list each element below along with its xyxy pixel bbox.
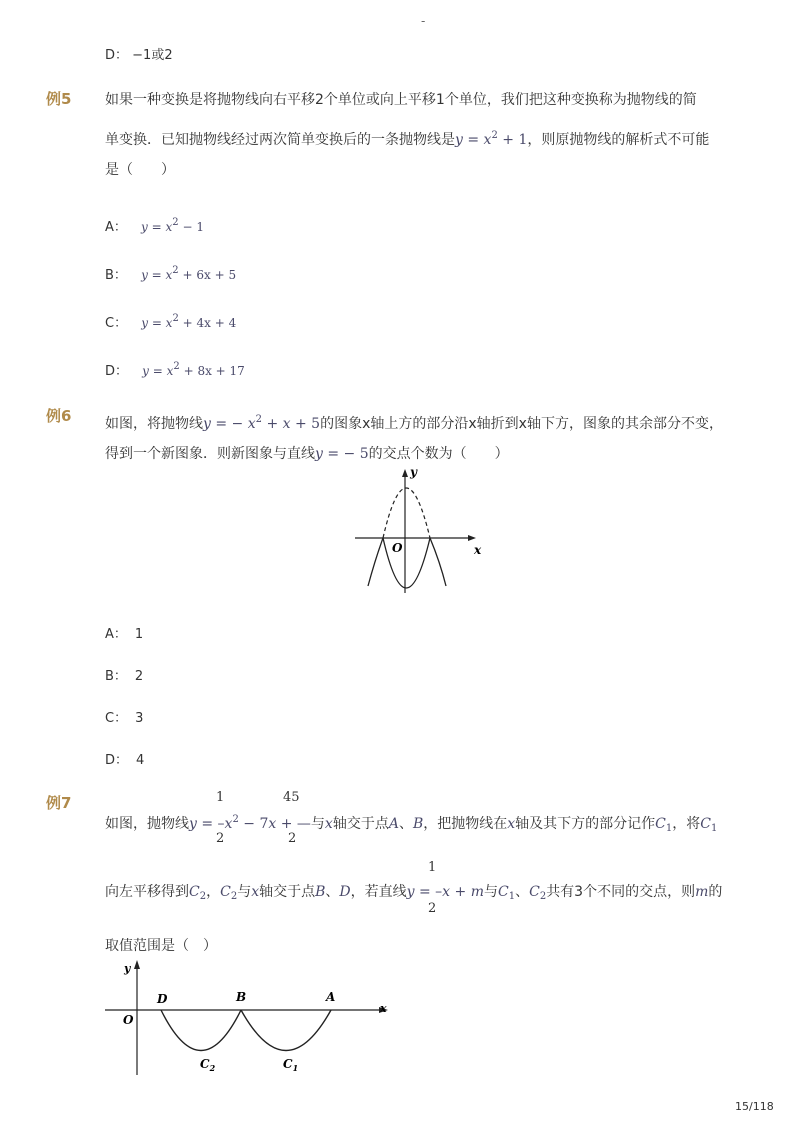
x-label: x	[474, 543, 482, 557]
example-5-label: 例5	[46, 90, 72, 108]
ex6-figure	[350, 462, 490, 597]
ex6-equation: y = − $x^2 + x + 5$	[203, 414, 321, 432]
ex7-line3: 取值范围是（ ）	[105, 938, 217, 954]
point-a-label: A	[326, 990, 336, 1004]
ex6-line1: 如图，将抛物线y = − $x^2 + x + 5$的图象x轴上方的部分沿x轴折到x轴下方，图象的其余部分不变，	[105, 414, 723, 432]
y-label: y	[410, 465, 417, 479]
origin-label: O	[392, 541, 403, 555]
c1-label: $C_1$	[283, 1057, 299, 1073]
left-branch	[368, 538, 383, 586]
point-b-label: B	[236, 990, 247, 1004]
page-number: 15/118	[735, 1100, 774, 1113]
ex5-option-b[interactable]: B： $y = x^2 + 6x + 5$	[105, 265, 237, 283]
ex5-option-c[interactable]: C： $y = x^2 + 4x + 4$	[105, 313, 237, 331]
ex5-line2: 单变换．已知抛物线经过两次简单变换后的一条抛物线是$y = x^2 + 1$，则原抛物线的解析式不可能	[105, 130, 710, 148]
ex6-option-c[interactable]: C： 3	[105, 711, 144, 726]
prev-option-d	[105, 44, 173, 63]
dashed-arch	[383, 488, 430, 538]
ex5-option-d[interactable]: D： $y = x^2 + 8x + 17$	[105, 361, 245, 379]
ex7-line2: 向左平移得到$C_2$，$C_2$与x轴交于点B、D，若直线y = –x + m与$C_1$、$C_2$共有3个不同的交点，则m的	[105, 884, 723, 902]
y-label: y	[124, 962, 131, 975]
curve-c1	[241, 1010, 331, 1051]
frac1-numerator: 1	[216, 790, 225, 805]
ex5-option-a[interactable]: A： $y = x^2 - 1$	[105, 217, 204, 235]
ex6-option-d[interactable]: D： 4	[105, 753, 145, 768]
frac3-denominator: 2	[428, 901, 437, 916]
ex6-line2: 得到一个新图象．则新图象与直线y = − 5的交点个数为（ ）	[105, 446, 509, 462]
ex7-line-equation: y = –x + m	[406, 884, 484, 900]
frac3-numerator: 1	[428, 860, 437, 875]
ex6-option-a[interactable]: A： 1	[105, 627, 144, 642]
example-7-label: 例7	[46, 794, 72, 812]
ex5-equation: $y = x^2 + 1$	[455, 130, 528, 148]
ex5-line1: 如果一种变换是将抛物线向右平移2个单位或向上平移1个单位，我们把这种变换称为抛物线的简	[105, 92, 697, 108]
x-label: x	[380, 1002, 387, 1015]
reflected-arch	[383, 538, 430, 588]
y-axis-arrow-icon	[402, 469, 408, 477]
x-axis-arrow-icon	[468, 535, 476, 541]
frac2-denominator: 2	[288, 831, 297, 846]
option-value: −1或2	[132, 48, 173, 63]
origin-label: O	[123, 1013, 134, 1027]
ex6-line-equation: y = − 5	[315, 446, 369, 462]
ex7-figure	[100, 955, 400, 1080]
ex7-line1: 如图，抛物线$y = -x^2 - 7x$ + —与x轴交于点A、B，把抛物线在x轴及其下方的部分记作$C_1$，将$C_1$	[105, 814, 718, 834]
ex6-option-b[interactable]: B： 2	[105, 669, 144, 684]
y-axis-arrow-icon	[134, 960, 140, 969]
example-6-label: 例6	[46, 407, 72, 425]
header-dash: -	[421, 14, 426, 28]
ex5-line3: 是（ ）	[105, 162, 175, 178]
right-branch	[430, 538, 446, 586]
point-d-label: D	[157, 992, 168, 1006]
frac1-denominator: 2	[216, 831, 225, 846]
c2-label: $C_2$	[200, 1057, 216, 1073]
ex7-parabola-equation: $y = -x^2 - 7x$ + —	[189, 814, 311, 832]
frac2-numerator: 45	[283, 790, 300, 805]
option-label: D：	[105, 48, 129, 63]
curve-c2	[161, 1010, 241, 1051]
